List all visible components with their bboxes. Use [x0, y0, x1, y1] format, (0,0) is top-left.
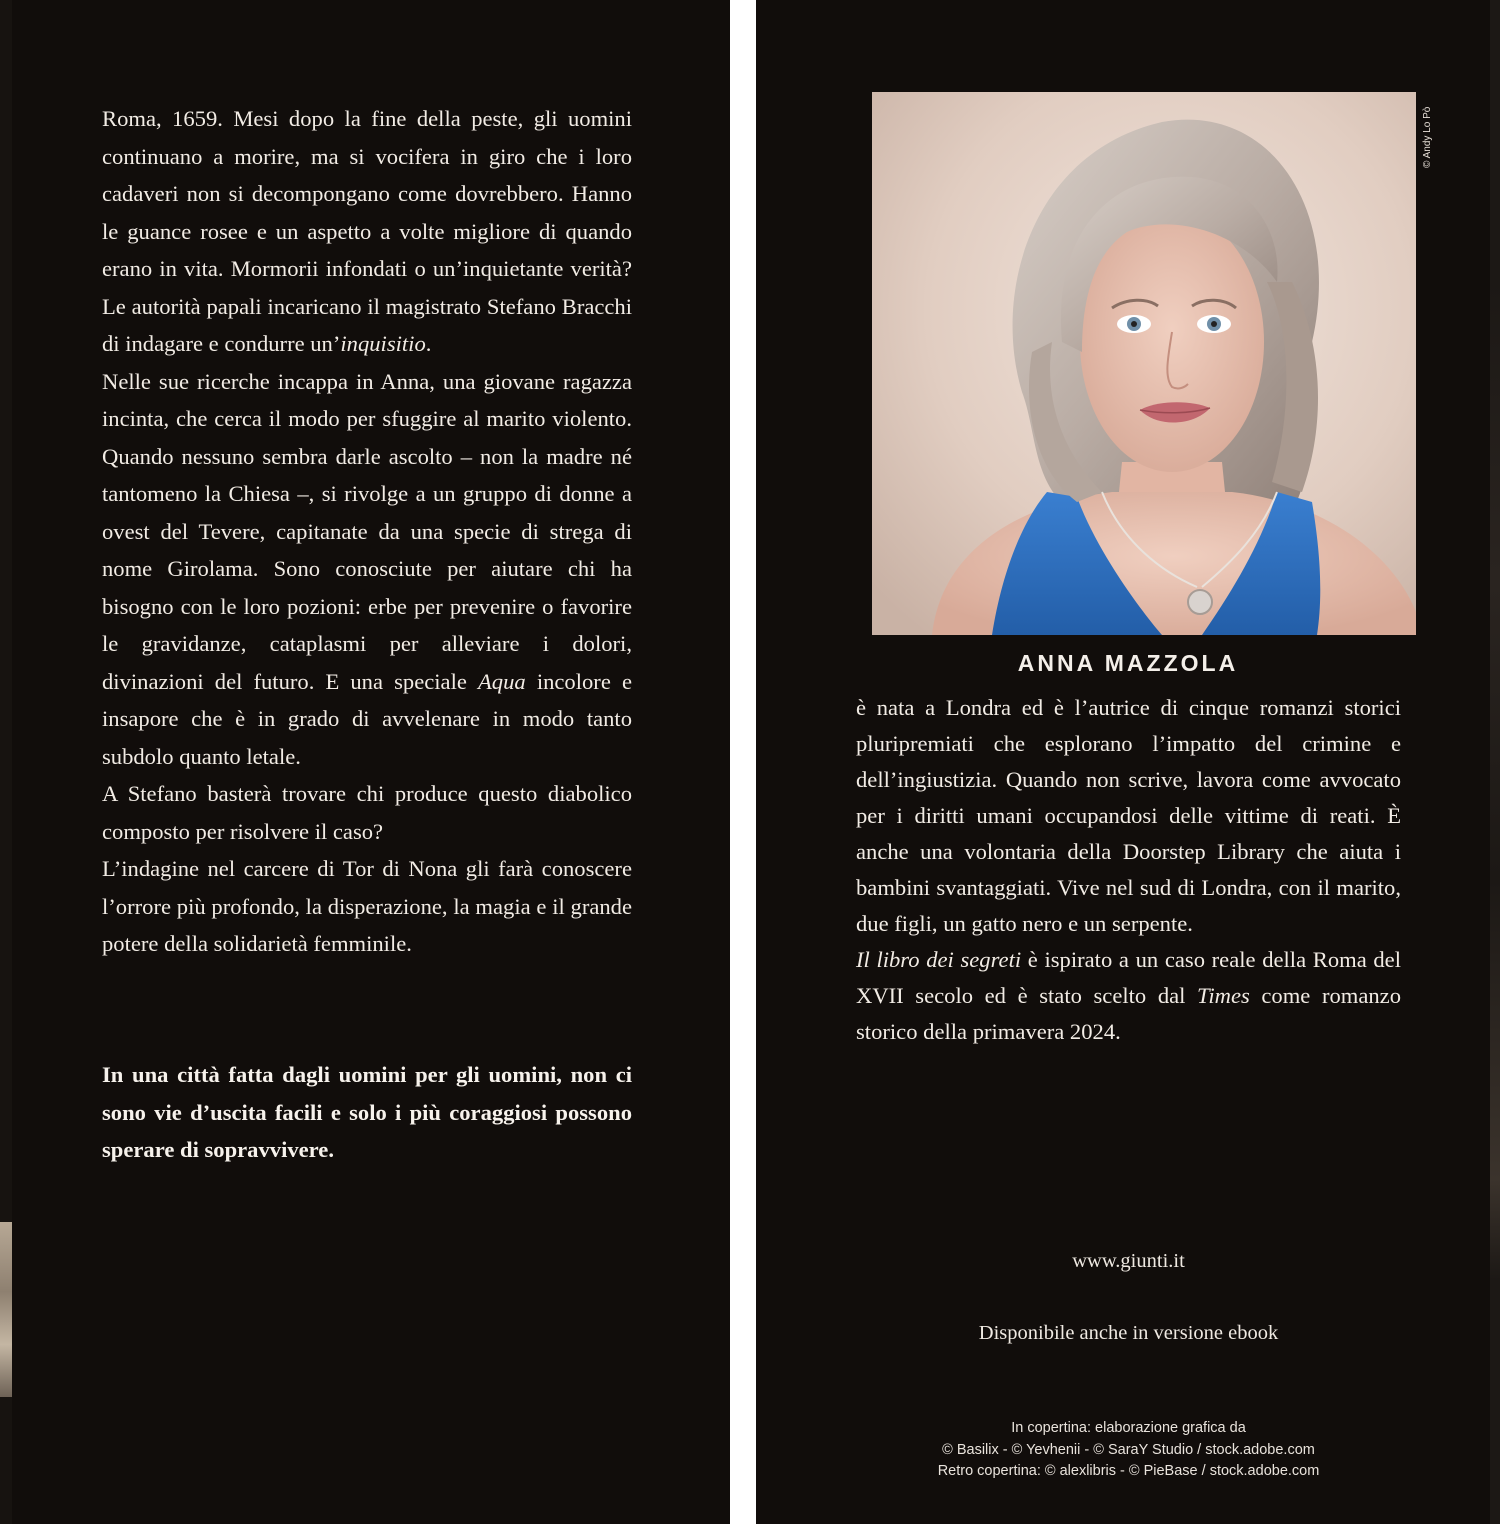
author-bio: [856, 690, 1401, 1050]
synopsis-paragraph-4: L’indagine nel carcere di Tor di Nona gli farà conoscere l’orrore più profondo, la disperazione, la magia e il grande potere della solidarietà femminile.: [102, 856, 632, 956]
synopsis-paragraph-3: A Stefano basterà trovare chi produce questo diabolico composto per risolvere il caso?: [102, 781, 632, 844]
tagline-text: In una città fatta dagli uomini per gli uomini, non ci sono vie d’uscita facili e solo i più coraggiosi possono sperare di sopravvivere.: [102, 1062, 632, 1162]
author-portrait-illustration: [872, 92, 1416, 635]
synopsis-paragraph-1: Roma, 1659. Mesi dopo la fine della peste, gli uomini continuano a morire, ma si vocifera in giro che i loro cadaveri non si decompongano come dovrebbero. Hanno le guance rosee e un aspetto a volte migliore di quando erano in vita. Mormorii infondati o un’inquietante verità? Le autorità papali incaricano il magistrato Stefano Bracchi di indagare e condurre un’inquisitio.: [102, 106, 632, 356]
publisher-website: www.giunti.it: [1072, 1250, 1185, 1272]
author-photo: [872, 92, 1416, 635]
bio-book-title: Il libro dei segreti: [856, 947, 1022, 972]
bio-paragraph-2: Il libro dei segreti è ispirato a un caso reale della Roma del XVII secolo ed è stato scelto dal Times come romanzo storico della primavera 2024.: [856, 947, 1401, 1044]
author-name: ANNA MAZZOLA: [1017, 650, 1239, 676]
synopsis-paragraph-2: Nelle sue ricerche incappa in Anna, una giovane ragazza incinta, che cerca il modo per sfuggire al marito violento. Quando nessuno sembra darle ascolto – non la madre né tantomeno la Chiesa –, si rivolge a un gruppo di donne a ovest del Tevere, capitanate da una specie di strega di nome Girolama. Sono conosciute per aiutare chi ha bisogno con le loro pozioni: erbe per prevenire o favorire le gravidanze, cataplasmi per alleviare i dolori, divinazioni del futuro. E una speciale Aqua incolore e insapore che è in grado di avvelenare in modo tanto subdolo quanto letale.: [102, 368, 632, 769]
credits-line-2: © Basilix - © Yevhenii - © SaraY Studio / stock.adobe.com: [942, 1441, 1315, 1458]
cover-edge-texture: [0, 1222, 12, 1397]
synopsis-italic-inquisitio: inquisitio: [340, 331, 426, 356]
ebook-note: Disponibile anche in versione ebook: [978, 1322, 1279, 1344]
tagline: [102, 1056, 632, 1169]
bio-paragraph-1: è nata a Londra ed è l’autrice di cinque romanzi storici pluripremiati che esplorano l’impatto del crimine e dell’ingiustizia. Quando non scrive, lavora come avvocato per i diritti umani occupandosi delle vittime di reati. È anche una volontaria della Doorstep Library che aiuta i bambini svantaggiati. Vive nel sud di Londra, con il marito, due figli, un gatto nero e un serpente.: [856, 695, 1401, 936]
cover-credits: [856, 1418, 1401, 1483]
synopsis: [102, 100, 632, 963]
right-flap: [756, 0, 1490, 1524]
credits-line-3: Retro copertina: © alexlibris - © PieBase / stock.adobe.com: [937, 1463, 1320, 1479]
cover-edge-right-shade: [1490, 280, 1500, 1280]
left-flap: [12, 0, 730, 1524]
synopsis-italic-aqua: Aqua: [478, 668, 526, 694]
credits-line-1: In copertina: elaborazione grafica da: [1011, 1420, 1246, 1436]
bio-newspaper-name: Times: [1197, 983, 1250, 1008]
photo-credit: © Andy Lo Pò: [1422, 106, 1433, 168]
